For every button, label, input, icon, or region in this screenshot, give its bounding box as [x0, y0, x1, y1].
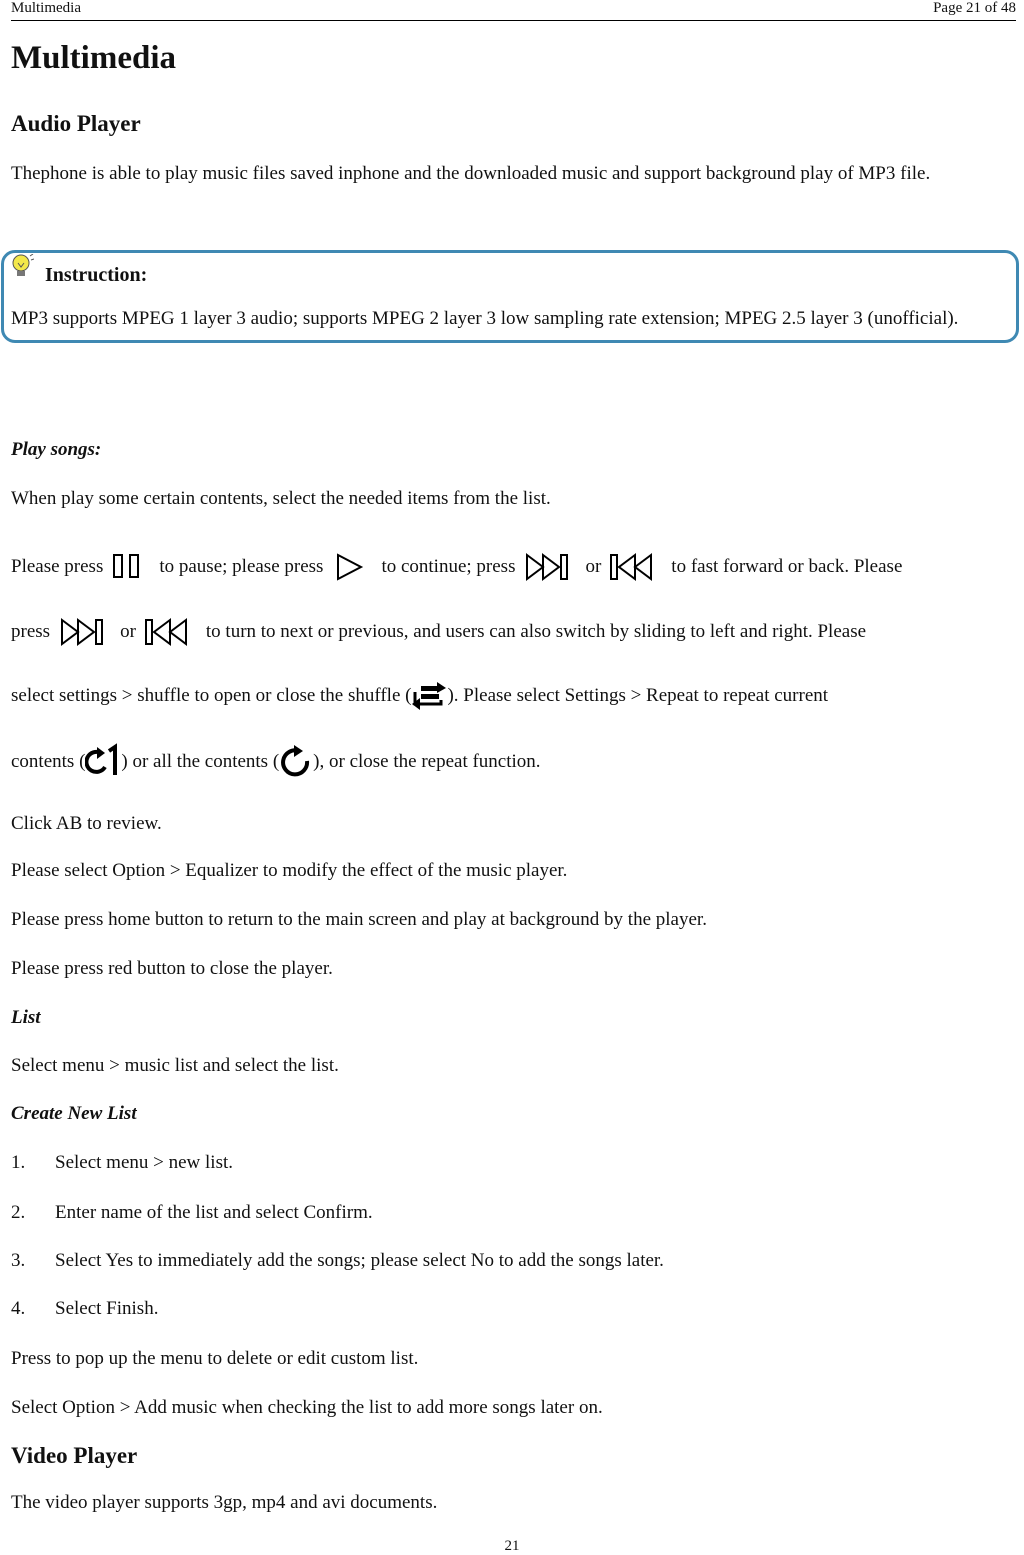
text-shuffle-b: ). Please select Settings > Repeat to repeat current [447, 685, 829, 706]
text-repeat-a: contents ( [11, 751, 86, 772]
step-text: Select menu > new list. [55, 1152, 233, 1173]
next-previous-line [11, 615, 866, 649]
shuffle-icon [411, 680, 447, 712]
text-press: press [11, 621, 51, 642]
previous-icon [144, 617, 202, 647]
instruction-text: MP3 supports MPEG 1 layer 3 audio; supports MPEG 2 layer 3 low sampling rate extension; MPEG 2.5 layer 3 (unofficial). [11, 308, 959, 329]
header-section: Multimedia [11, 0, 81, 16]
instruction-title: Instruction: [45, 264, 148, 286]
video-text: The video player supports 3gp, mp4 and avi documents. [11, 1492, 438, 1513]
play-controls-line [11, 550, 902, 584]
play-icon [331, 552, 375, 582]
repeat-one-icon [85, 743, 121, 781]
list-item [11, 1202, 373, 1224]
lightbulb-icon [10, 254, 34, 280]
list-item [11, 1298, 158, 1320]
text-or-2: or [120, 621, 136, 642]
next-icon [58, 617, 116, 647]
step-text: Enter name of the list and select Confirm. [55, 1202, 373, 1223]
page-title: Multimedia [11, 40, 176, 76]
page-footer-number: 21 [504, 1538, 520, 1554]
text-please-press: Please press [11, 556, 104, 577]
text-to-pause: to pause; please press [159, 556, 324, 577]
shuffle-line [11, 678, 828, 714]
text-or-1: or [585, 556, 602, 577]
repeat-line [11, 742, 541, 782]
text-to-continue: to continue; press [381, 556, 516, 577]
text-repeat-c: ), or close the repeat function. [313, 751, 541, 772]
list-heading: List [11, 1007, 41, 1028]
list-item [11, 1250, 664, 1272]
audio-intro: Thephone is able to play music files saved inphone and the downloaded music and support background play of MP3 file. [11, 163, 931, 184]
red-button-text: Please press red button to close the player. [11, 958, 333, 979]
page-header [11, 0, 1016, 21]
audio-player-heading: Audio Player [11, 111, 141, 136]
home-button-text: Please press home button to return to the main screen and play at background by the player. [11, 909, 707, 930]
step-text: Select Finish. [55, 1298, 159, 1319]
step-number: 3. [11, 1250, 26, 1271]
video-player-heading: Video Player [11, 1443, 138, 1468]
pause-icon [111, 552, 155, 582]
step-number: 4. [11, 1298, 26, 1319]
text-shuffle-a: select settings > shuffle to open or close the shuffle ( [11, 685, 412, 706]
text-repeat-b: ) or all the contents ( [121, 751, 280, 772]
add-music-text: Select Option > Add music when checking the list to add more songs later on. [11, 1397, 603, 1418]
text-ff-back: to fast forward or back. Please [671, 556, 903, 577]
step-number: 2. [11, 1202, 26, 1223]
rewind-icon [609, 552, 667, 582]
custom-list-menu-text: Press to pop up the menu to delete or edit custom list. [11, 1348, 419, 1369]
fast-forward-icon [523, 552, 581, 582]
text-turn-next: to turn to next or previous, and users can also switch by sliding to left and right. Please [205, 621, 867, 642]
list-text: Select menu > music list and select the list. [11, 1055, 339, 1076]
create-list-heading: Create New List [11, 1103, 137, 1124]
equalizer-text: Please select Option > Equalizer to modify the effect of the music player. [11, 860, 568, 881]
step-number: 1. [11, 1152, 26, 1173]
play-songs-heading: Play songs: [11, 439, 102, 460]
click-ab: Click AB to review. [11, 813, 162, 834]
step-text: Select Yes to immediately add the songs; please select No to add the songs later. [55, 1250, 664, 1271]
header-page-number: Page 21 of 48 [933, 0, 1016, 16]
repeat-all-icon [279, 743, 313, 781]
list-item [11, 1152, 233, 1174]
play-line-1: When play some certain contents, select the needed items from the list. [11, 488, 551, 509]
